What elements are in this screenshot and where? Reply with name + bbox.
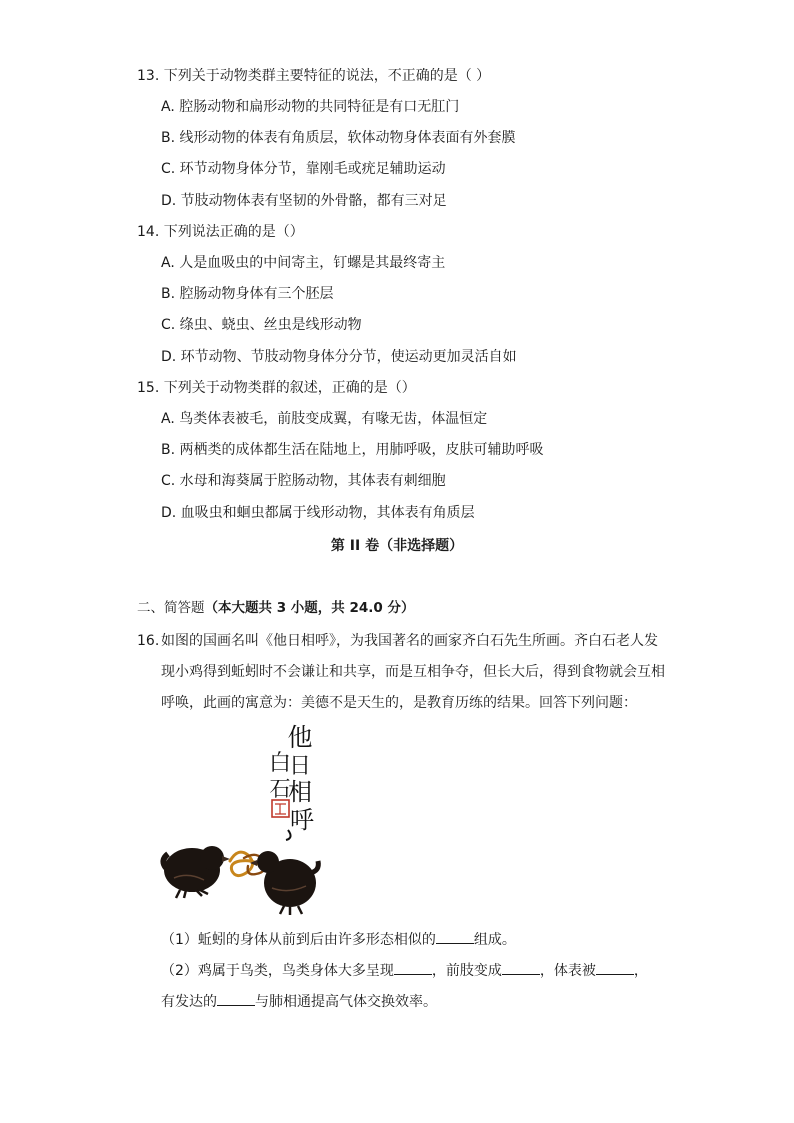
sub2-part-4: ，	[633, 963, 648, 979]
sub2-part-2: ，前肢变成	[431, 963, 502, 979]
brush-flourish	[286, 830, 291, 840]
sub2-part-6: 与肺相通提高气体交换效率。	[255, 994, 437, 1010]
sub2-part-3: ，体表被	[539, 963, 596, 979]
answer-blank[interactable]	[502, 960, 540, 975]
question-13-option-a: A. 腔肠动物和扁形动物的共同特征是有口无肛门	[161, 99, 460, 115]
inscription-char: 白	[268, 751, 292, 776]
question-13-option-d: D. 节肢动物体表有坚韧的外骨骼，都有三对足	[161, 193, 447, 209]
question-15-option-b: B. 两栖类的成体都生活在陆地上，用肺呼吸，皮肤可辅助呼吸	[161, 442, 544, 458]
question-13-stem: 13. 下列关于动物类群主要特征的说法，不正确的是（ ）	[137, 68, 491, 84]
sub1-prefix: （1）蚯蚓的身体从前到后由许多形态相似的	[161, 932, 436, 948]
question-14-option-d: D. 环节动物、节肢动物身体分分节，使运动更加灵活自如	[161, 349, 517, 365]
answer-blank[interactable]	[394, 960, 432, 975]
inscription-char: 呼	[290, 806, 314, 834]
question-16-sub-2	[161, 960, 648, 981]
right-chick	[250, 851, 318, 915]
part-label: 二、简答题	[137, 600, 205, 616]
question-15-option-a: A. 鸟类体表被毛，前肢变成翼，有喙无齿，体温恒定	[161, 411, 488, 427]
question-15-stem: 15. 下列关于动物类群的叙述，正确的是（）	[137, 380, 416, 396]
inscription-char: 相	[288, 778, 312, 806]
inscription-char: 他	[287, 723, 313, 752]
question-16-paragraph: 如图的国画名叫《他日相呼》，为我国著名的画家齐白石先生所画。齐白石老人发现小鸡得到蚯蚓时不会谦让和共享，而是互相争夺，但长大后，得到食物就会互相呼唤，此画的寓意为：美德不是天生的，是教育历练的结果。回答下列问题：	[161, 633, 665, 711]
question-14-stem: 14. 下列说法正确的是（）	[137, 224, 304, 240]
answer-blank[interactable]	[596, 960, 634, 975]
section-title: 第 II 卷（非选择题）	[330, 538, 464, 554]
sub2-part-1: （2）鸡属于鸟类，鸟类身体大多呈现	[161, 963, 394, 979]
inscription-char: 石	[269, 777, 291, 801]
left-chick	[163, 846, 230, 898]
question-16-sub-1	[161, 929, 516, 950]
question-13-option-b: B. 线形动物的体表有角质层，软体动物身体表面有外套膜	[161, 130, 516, 146]
question-15-option-c: C. 水母和海葵属于腔肠动物，其体表有刺细胞	[161, 473, 446, 489]
question-14-option-b: B. 腔肠动物身体有三个胚层	[161, 286, 334, 302]
sub2-part-5: 有发达的	[161, 994, 217, 1010]
seal-mark	[275, 804, 286, 814]
sub1-suffix: 组成。	[473, 932, 516, 948]
question-16-sub-2-cont	[161, 991, 437, 1012]
question-16	[137, 626, 666, 719]
question-16-number: 16.	[137, 633, 160, 649]
answer-blank[interactable]	[436, 929, 474, 944]
question-13-option-c: C. 环节动物身体分节，靠刚毛或疣足辅助运动	[161, 161, 446, 177]
question-14-option-a: A. 人是血吸虫的中间寄主，钉螺是其最终寄主	[161, 255, 446, 271]
answer-blank[interactable]	[217, 991, 255, 1006]
part-note: （本大题共 3 小题，共 24.0 分）	[204, 600, 415, 616]
part-heading	[137, 596, 415, 616]
inscription-char: 日	[288, 754, 312, 779]
painting-image	[160, 718, 340, 923]
question-14-option-c: C. 绦虫、蛲虫、丝虫是线形动物	[161, 317, 362, 333]
question-15-option-d: D. 血吸虫和蛔虫都属于线形动物，其体表有角质层	[161, 505, 475, 521]
